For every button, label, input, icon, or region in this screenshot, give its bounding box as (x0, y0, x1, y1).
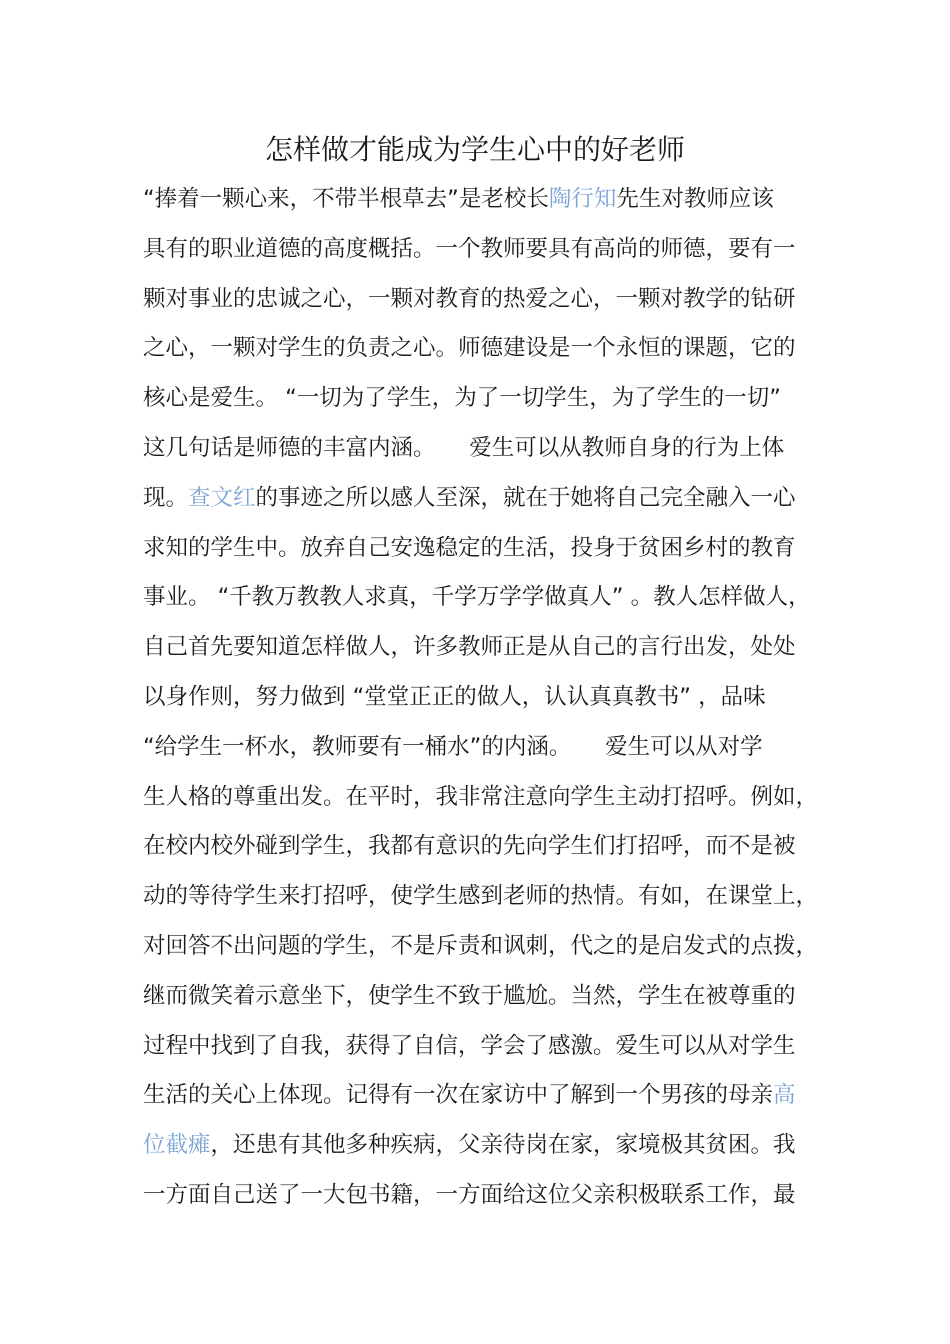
text-segment: 的事迹之所以感人至深，就在于她将自己完全融入一心 (255, 484, 796, 511)
text-line (143, 723, 823, 773)
text-segment: 过程中找到了自我，获得了自信，学会了感激。爱生可以从对学生 (143, 1032, 796, 1059)
hyperlink[interactable]: 陶行知 (548, 186, 617, 212)
hyperlink[interactable]: 高 (773, 1082, 796, 1109)
text-segment: 这几句话是师德的丰富内涵。 爱生可以从教师自身的行为上体 (143, 434, 785, 461)
text-segment: 颗对事业的忠诚之心，一颗对教育的热爱之心，一颗对教学的钻研 (143, 285, 796, 312)
text-segment: 继而微笑着示意坐下，使学生不致于尴尬。当然，学生在被尊重的 (143, 982, 796, 1009)
text-segment: 自己首先要知道怎样做人，许多教师正是从自己的言行出发，处处 (143, 634, 796, 661)
text-line (143, 474, 823, 524)
text-line (143, 1121, 823, 1171)
text-segment: 事业。 “千教万教教人求真，千学万学学做真人” 。教人怎样做人， (143, 584, 811, 611)
text-segment: ，还患有其他多种疾病，父亲待岗在家，家境极其贫困。我 (210, 1132, 796, 1159)
text-line (143, 524, 823, 574)
text-segment: 在校内校外碰到学生，我都有意识的先向学生们打招呼，而不是被 (143, 833, 796, 860)
text-segment: 之心，一颗对学生的负责之心。师德建设是一个永恒的课题，它的 (143, 335, 796, 362)
text-line (143, 1171, 823, 1221)
hyperlink[interactable]: 位截瘫 (143, 1132, 211, 1159)
text-line (143, 1071, 823, 1121)
text-segment: 先生对教师应该 (616, 186, 774, 212)
text-segment: 动的等待学生来打招呼，使学生感到老师的热情。有如，在课堂上， (143, 883, 819, 910)
text-segment: 生活的关心上体现。记得有一次在家访中了解到一个男孩的母亲 (143, 1082, 774, 1109)
text-segment: 核心是爱生。 “一切为了学生，为了一切学生，为了学生的一切” (143, 385, 781, 412)
text-line (143, 822, 823, 872)
document-title: 怎样做才能成为学生心中的好老师 (264, 133, 685, 166)
text-segment: 一方面自己送了一大包书籍，一方面给这位父亲积极联系工作，最 (143, 1181, 796, 1208)
text-line (143, 922, 823, 972)
text-segment: “捧着一颗心来，不带半根草去”是老校长 (143, 186, 549, 212)
text-line (143, 623, 823, 673)
text-line (143, 1022, 823, 1072)
text-segment: 生人格的尊重出发。在平时，我非常注意向学生主动打招呼。例如， (143, 783, 819, 810)
hyperlink[interactable]: 查文红 (188, 484, 256, 511)
text-line (143, 673, 823, 723)
text-line (143, 175, 823, 225)
text-line (143, 374, 823, 424)
text-line (143, 573, 823, 623)
text-line (143, 872, 823, 922)
text-segment: 现。 (143, 484, 189, 511)
text-line (143, 275, 823, 325)
text-line (143, 225, 823, 275)
document-body (143, 175, 823, 1221)
text-segment: 对回答不出问题的学生，不是斥责和讽刺，代之的是启发式的点拨， (143, 932, 819, 959)
text-line (143, 424, 823, 474)
text-segment: 具有的职业道德的高度概括。一个教师要具有高尚的师德，要有一 (143, 235, 796, 262)
text-line (143, 773, 823, 823)
text-segment: 以身作则，努力做到 “堂堂正正的做人，认认真真教书” ，品味 (143, 683, 766, 710)
text-segment: 求知的学生中。放弃自己安逸稳定的生活，投身于贫困乡村的教育 (143, 534, 796, 561)
text-line (143, 324, 823, 374)
text-segment: “给学生一杯水，教师要有一桶水”的内涵。 爱生可以从对学 (143, 733, 763, 760)
text-line (143, 972, 823, 1022)
